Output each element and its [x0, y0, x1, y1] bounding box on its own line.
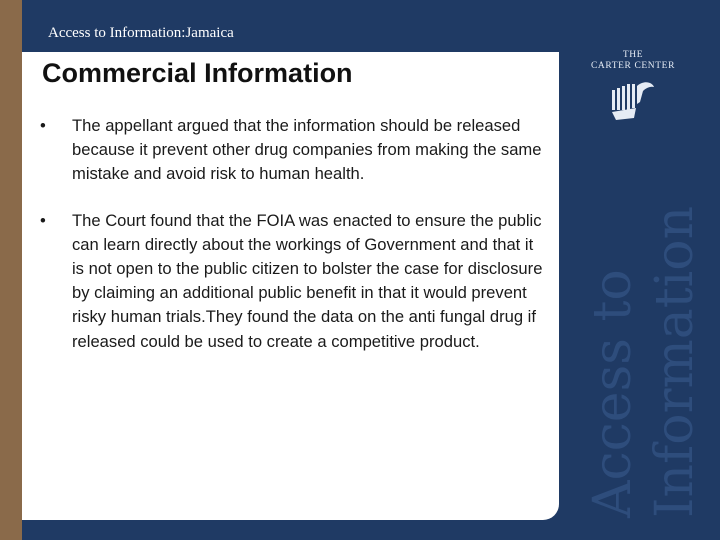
watermark-line-1: Access to: [583, 269, 643, 518]
bullet-icon: •: [40, 210, 46, 230]
watermark-line-2: Information: [645, 205, 705, 518]
presentation-header: Access to Information:Jamaica: [48, 25, 234, 41]
bullet-text: The appellant argued that the information should be released because it prevent other drug companies from making the same mistake and avoid risk to human health.: [72, 116, 542, 184]
logo-line-the: THE: [622, 50, 644, 60]
access-to-information-watermark: [582, 118, 706, 518]
bullet-text: The Court found that the FOIA was enacted to ensure the public can learn directly about the workings of Government and that it is not open to the public citizen to bolster the case for disclosure by claiming an additional public benefit in that it would prevent risky human trials.They found the data on the anti fungal drug if released could be used to create a competitive product.: [72, 210, 543, 351]
bullet-item: [40, 209, 545, 354]
logo-line-carter-center: CARTER CENTER: [590, 61, 676, 71]
eagle-icon: [606, 78, 656, 122]
bullet-item: [40, 114, 545, 187]
slide-title: Commercial Information: [42, 58, 353, 88]
bullet-list: [40, 114, 545, 376]
bullet-icon: •: [40, 116, 46, 135]
left-accent-bar: [0, 0, 22, 540]
